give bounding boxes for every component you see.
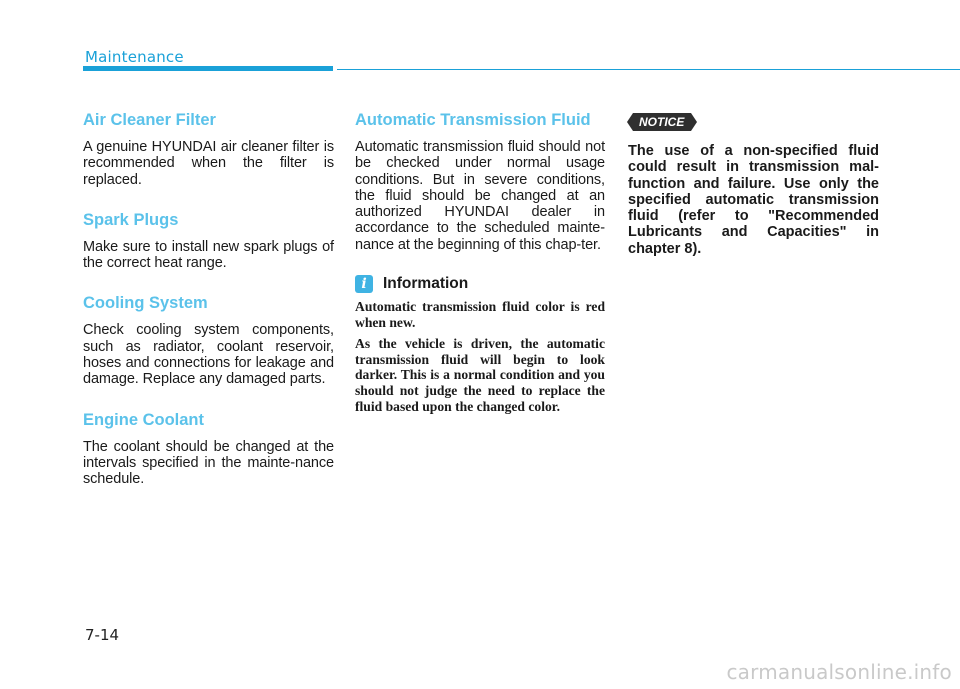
atf-heading: Automatic Transmission Fluid bbox=[355, 111, 591, 129]
information-text-2: As the vehicle is driven, the automatic transmission fluid will begin to look darker. This is a normal condition and you should not judge the need to replace the fluid based upon the changed color. bbox=[355, 336, 605, 414]
cooling-system-heading: Cooling System bbox=[83, 294, 208, 313]
watermark: carmanualsonline.info bbox=[726, 660, 952, 684]
spark-plugs-text: Make sure to install new spark plugs of the correct heat range. bbox=[83, 238, 334, 272]
information-header bbox=[355, 275, 605, 293]
atf-text: Automatic transmission fluid should not be checked under normal usage conditions. But in severe conditions, the fluid should be changed at an authorized HYUNDAI dealer in accordance to the scheduled mainte-nance at the beginning of this chap-ter. bbox=[355, 139, 605, 253]
engine-coolant-text: The coolant should be changed at the intervals specified in the mainte-nance schedule. bbox=[83, 438, 334, 488]
column-right bbox=[628, 110, 879, 257]
air-cleaner-text: A genuine HYUNDAI air cleaner filter is recommended when the filter is replaced. bbox=[83, 139, 334, 188]
notice-text: The use of a non-specified fluid could result in transmission mal-function and failure. Use only the specified automatic transmission fluid (refer to "Recommended Lubricants and Capacities" in chapter 8). bbox=[628, 143, 879, 257]
information-title: Information bbox=[383, 275, 469, 293]
notice-badge: NOTICE bbox=[633, 113, 691, 131]
spark-plugs-heading: Spark Plugs bbox=[83, 210, 179, 229]
air-cleaner-heading: Air Cleaner Filter bbox=[83, 111, 216, 129]
information-text-1: Automatic transmission fluid color is red when new. bbox=[355, 299, 605, 330]
cooling-system-text: Check cooling system components, such as radiator, coolant reservoir, hoses and connections for leakage and damage. Replace any damaged parts. bbox=[83, 322, 334, 388]
engine-coolant-heading: Engine Coolant bbox=[83, 410, 204, 429]
column-left bbox=[83, 110, 334, 488]
section-label: Maintenance bbox=[85, 48, 184, 66]
information-icon: i bbox=[355, 275, 373, 293]
page-number: 7-14 bbox=[85, 626, 120, 644]
column-middle bbox=[355, 110, 605, 420]
header-rule bbox=[337, 69, 960, 70]
header-bar bbox=[83, 66, 333, 71]
